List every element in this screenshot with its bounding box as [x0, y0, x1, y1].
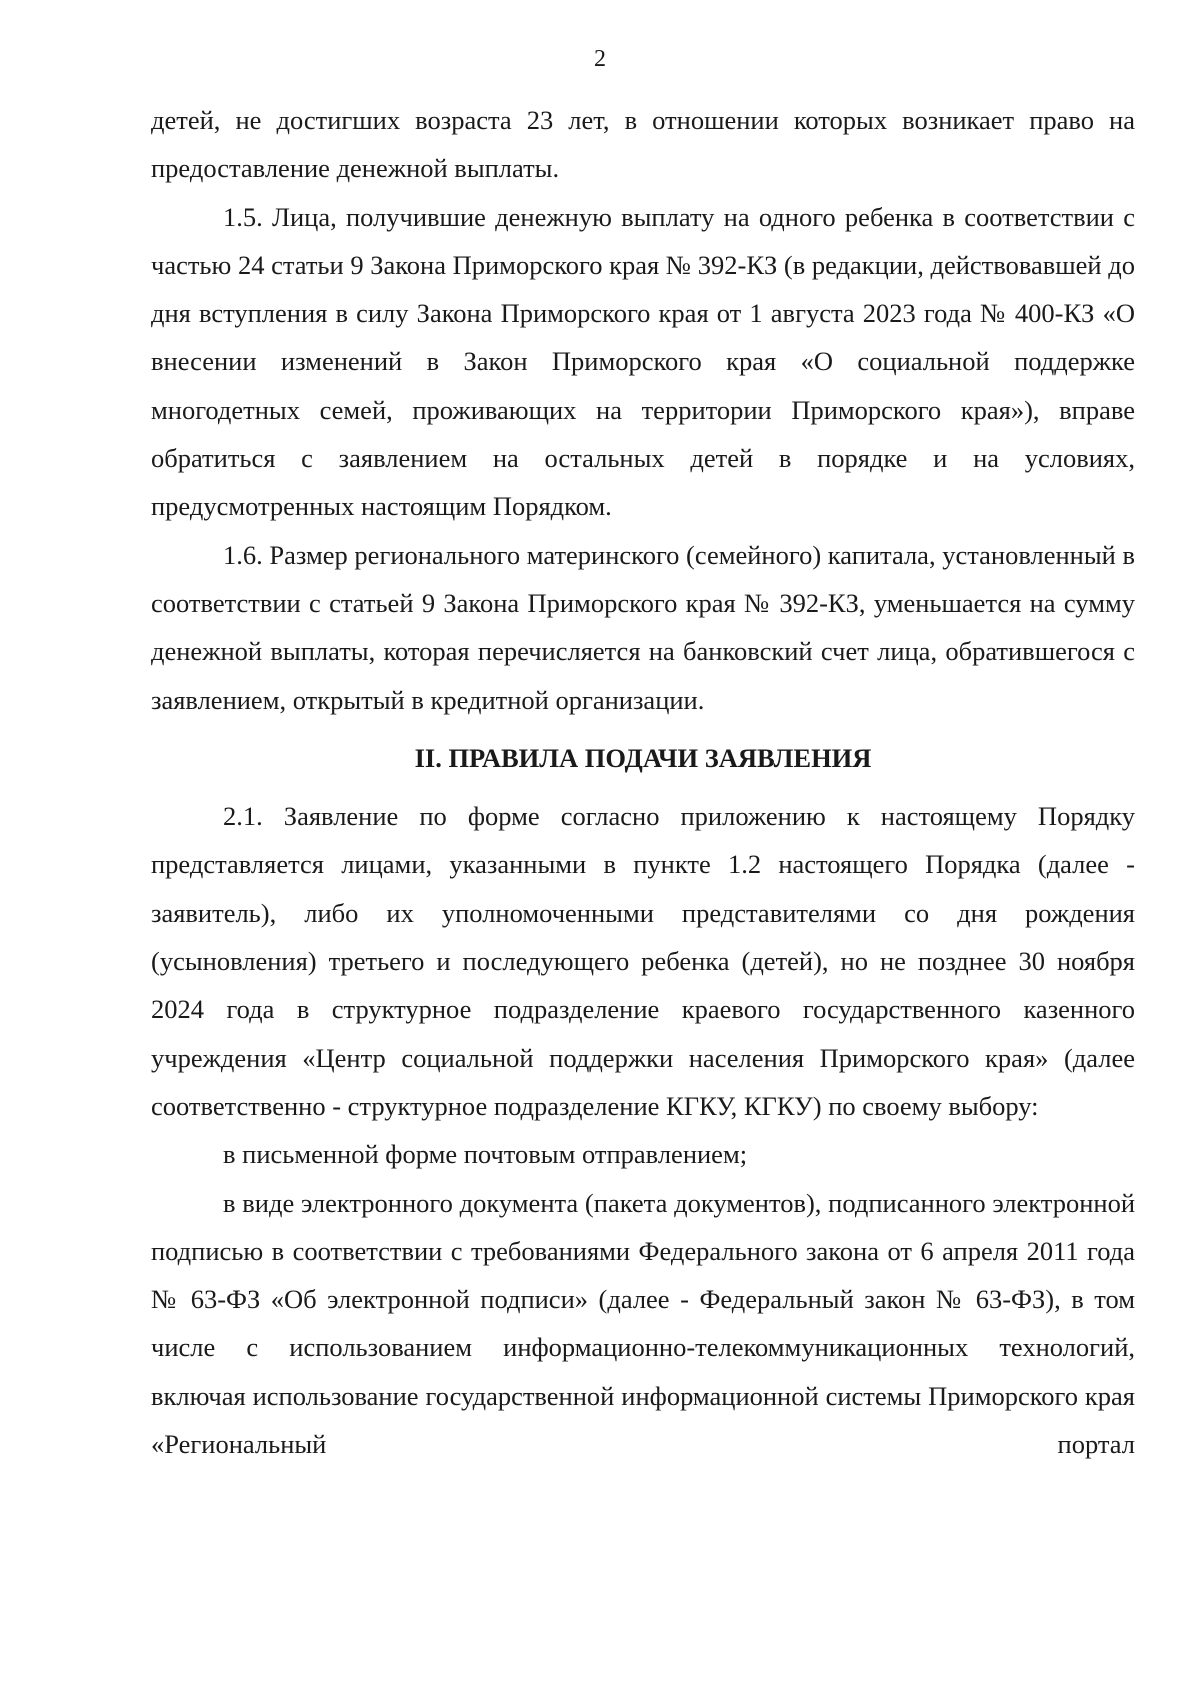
- page-number: 2: [594, 46, 606, 72]
- paragraph-1-5: 1.5. Лица, получившие денежную выплату на одного ребенка в соответствии с частью 24 статьи 9 Закона Приморского края № 392-КЗ (в редакции, действовавшей до дня вступления в силу Закона Приморского края от 1 августа 2023 года № 400-КЗ «О внесении изменений в Закон Приморского края «О социальной поддержке многодетных семей, проживающих на территории Приморского края»), вправе обратиться с заявлением на остальных детей в порядке и на условиях, предусмотренных настоящим Порядком.: [151, 201, 1135, 522]
- list-item-electronic: в виде электронного документа (пакета документов), подписанного электронной подписью в соответствии с требованиями Федерального закона от 6 апреля 2011 года № 63-ФЗ «Об электронной подписи» (далее - Федеральный закон № 63-ФЗ), в том числе с использованием информационно-телекоммуникационных технологий, включая использование государственной информационной системы Приморского края «Региональный портал: [151, 1187, 1135, 1460]
- section-heading: II. ПРАВИЛА ПОДАЧИ ЗАЯВЛЕНИЯ: [414, 742, 872, 773]
- paragraph-continuation: детей, не достигших возраста 23 лет, в отношении которых возникает право на предоставление денежной выплаты.: [151, 105, 1135, 184]
- paragraph-1-6: 1.6. Размер регионального материнского (семейного) капитала, установленный в соответствии с статьей 9 Закона Приморского края № 392-КЗ, уменьшается на сумму денежной выплаты, которая перечисляется на банковский счет лица, обратившегося с заявлением, открытый в кредитной организации.: [151, 539, 1135, 715]
- list-item-postal: в письменной форме почтовым отправлением;: [223, 1139, 748, 1170]
- paragraph-2-1: 2.1. Заявление по форме согласно приложению к настоящему Порядку представляется лицами, указанными в пункте 1.2 настоящего Порядка (далее - заявитель), либо их уполномоченными представителями со дня рождения (усыновления) третьего и последующего ребенка (детей), но не позднее 30 ноября 2024 года в структурное подразделение краевого государственного казенного учреждения «Центр социальной поддержки населения Приморского края» (далее соответственно - структурное подразделение КГКУ, КГКУ) по своему выбору:: [151, 801, 1135, 1121]
- document-body: [151, 96, 1135, 1468]
